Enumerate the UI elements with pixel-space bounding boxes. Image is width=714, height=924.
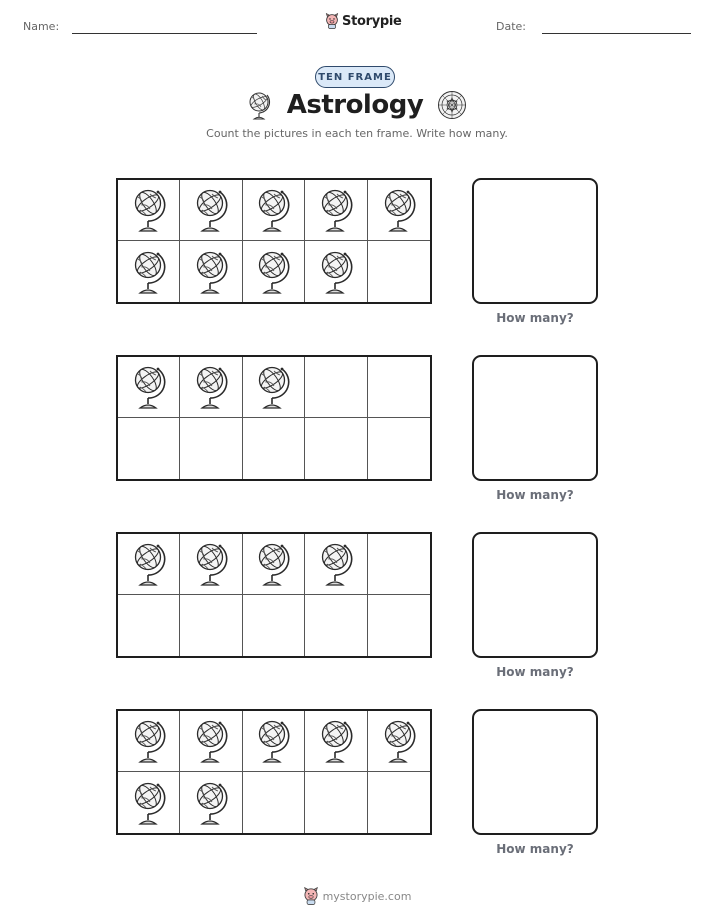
armillary-globe-icon <box>194 716 228 766</box>
ten-frame-4 <box>116 709 432 835</box>
page-title: Astrology <box>286 90 424 120</box>
answer-box-4[interactable] <box>472 709 598 835</box>
title-row <box>0 90 714 120</box>
armillary-globe-icon <box>194 539 228 589</box>
ten-frame-cell <box>118 180 180 241</box>
ten-frame-cell <box>243 534 305 595</box>
armillary-globe-icon <box>319 716 353 766</box>
globe-icon <box>247 90 273 120</box>
ten-frame-cell <box>368 772 430 833</box>
ten-frame-cell <box>118 711 180 772</box>
name-line[interactable] <box>72 33 257 34</box>
ten-frame-cell <box>180 180 242 241</box>
armillary-globe-icon <box>132 247 166 297</box>
ten-frame-cell <box>118 595 180 656</box>
armillary-globe-icon <box>256 362 290 412</box>
brand-name: Storypie <box>342 13 402 29</box>
ten-frame-cell <box>243 772 305 833</box>
date-label: Date: <box>496 20 526 33</box>
armillary-globe-icon <box>132 778 166 828</box>
zodiac-wheel-icon <box>437 90 467 120</box>
ten-frame-cell <box>368 711 430 772</box>
ten-frame-2 <box>116 355 432 481</box>
ten-frame-cell <box>368 180 430 241</box>
answer-box-3[interactable] <box>472 532 598 658</box>
ten-frame-cell <box>243 711 305 772</box>
name-label: Name: <box>23 20 60 33</box>
ten-frame-1 <box>116 178 432 304</box>
armillary-globe-icon <box>132 185 166 235</box>
ten-frame-cell <box>305 418 367 479</box>
ten-frame-cell <box>305 595 367 656</box>
ten-frame-cell <box>305 711 367 772</box>
ten-frame-cell <box>305 772 367 833</box>
instructions: Count the pictures in each ten frame. Write how many. <box>206 127 508 140</box>
how-many-label-3: How many? <box>496 665 574 679</box>
answer-box-1[interactable] <box>472 178 598 304</box>
ten-frame-cell <box>180 241 242 302</box>
armillary-globe-icon <box>194 778 228 828</box>
armillary-globe-icon <box>319 539 353 589</box>
armillary-globe-icon <box>256 716 290 766</box>
ten-frame-cell <box>243 595 305 656</box>
ten-frame-cell <box>180 357 242 418</box>
armillary-globe-icon <box>194 247 228 297</box>
ten-frame-cell <box>368 595 430 656</box>
armillary-globe-icon <box>319 247 353 297</box>
ten-frame-cell <box>180 595 242 656</box>
ten-frame-cell <box>243 180 305 241</box>
ten-frame-cell <box>180 711 242 772</box>
ten-frame-cell <box>180 418 242 479</box>
ten-frame-cell <box>305 241 367 302</box>
pig-mascot-icon <box>325 13 339 29</box>
how-many-label-1: How many? <box>496 311 574 325</box>
brand-logo <box>325 13 402 29</box>
answer-box-2[interactable] <box>472 355 598 481</box>
how-many-label-4: How many? <box>496 842 574 856</box>
armillary-globe-icon <box>382 185 416 235</box>
armillary-globe-icon <box>132 716 166 766</box>
armillary-globe-icon <box>319 185 353 235</box>
ten-frame-cell <box>305 534 367 595</box>
ten-frame-cell <box>180 534 242 595</box>
ten-frame-cell <box>305 357 367 418</box>
ten-frame-cell <box>118 534 180 595</box>
ten-frame-cell <box>118 357 180 418</box>
how-many-label-2: How many? <box>496 488 574 502</box>
date-line[interactable] <box>542 33 691 34</box>
ten-frame-cell <box>243 241 305 302</box>
ten-frame-cell <box>368 357 430 418</box>
armillary-globe-icon <box>256 247 290 297</box>
ten-frame-cell <box>118 772 180 833</box>
ten-frame-cell <box>368 418 430 479</box>
armillary-globe-icon <box>194 185 228 235</box>
ten-frame-cell <box>305 180 367 241</box>
ten-frame-cell <box>243 357 305 418</box>
armillary-globe-icon <box>382 716 416 766</box>
armillary-globe-icon <box>194 362 228 412</box>
ten-frame-cell <box>243 418 305 479</box>
footer <box>0 887 714 905</box>
ten-frame-cell <box>118 418 180 479</box>
ten-frame-cell <box>118 241 180 302</box>
armillary-globe-icon <box>256 539 290 589</box>
armillary-globe-icon <box>256 185 290 235</box>
ten-frame-cell <box>368 241 430 302</box>
armillary-globe-icon <box>132 539 166 589</box>
ten-frame-cell <box>180 772 242 833</box>
ten-frame-cell <box>368 534 430 595</box>
footer-url: mystorypie.com <box>322 889 412 903</box>
ten-frame-3 <box>116 532 432 658</box>
armillary-globe-icon <box>132 362 166 412</box>
pig-mascot-icon <box>303 887 319 905</box>
ten-frame-badge: TEN FRAME <box>315 66 395 88</box>
